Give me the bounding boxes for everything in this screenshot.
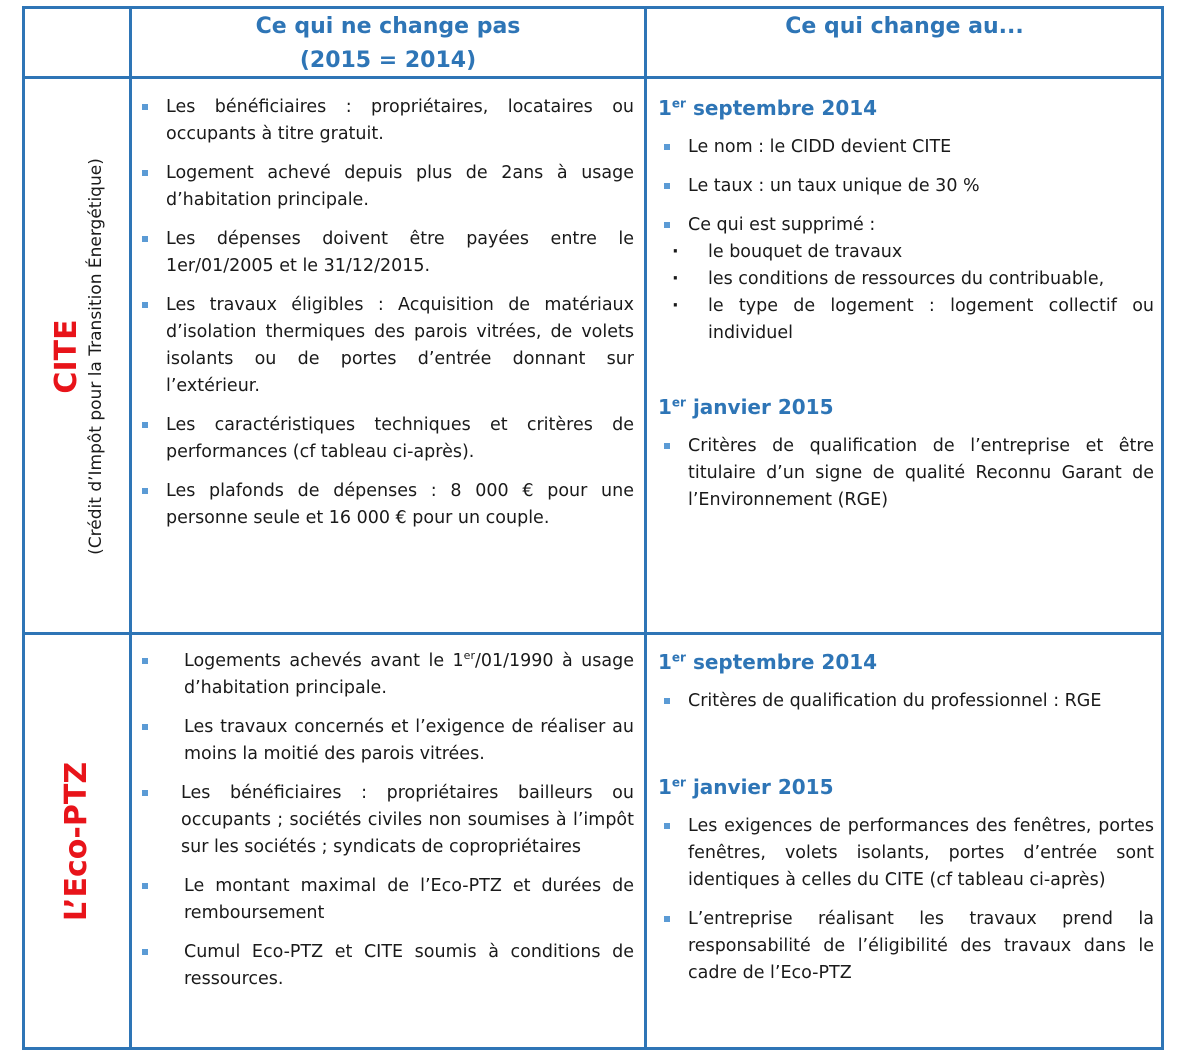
cite-title: CITE — [48, 318, 84, 394]
ecoptz-date-sept-2014: 1er septembre 2014 — [658, 650, 878, 674]
cite-date-sept-2014: 1er septembre 2014 — [658, 96, 878, 120]
row-divider — [22, 632, 1164, 635]
list-item: Cumul Eco-PTZ et CITE soumis à conditions de ressources. — [136, 939, 634, 993]
sub-list-item: · le type de logement : logement collectif ou individuel — [658, 293, 1154, 347]
list-item: Les dépenses doivent être payées entre le 1er/01/2005 et le 31/12/2015. — [136, 226, 634, 280]
list-item: Le montant maximal de l’Eco-PTZ et durées de remboursement — [136, 873, 634, 927]
list-item: Logements achevés avant le 1er/01/1990 à usage d’habitation principale. — [136, 648, 634, 702]
column-divider-1 — [129, 6, 132, 1050]
list-item: Les bénéficiaires : propriétaires, locataires ou occupants à titre gratuit. — [136, 94, 634, 148]
ecoptz-title: L’Eco-PTZ — [59, 761, 95, 921]
list-item: Les caractéristiques techniques et critères de performances (cf tableau ci-après). — [136, 412, 634, 466]
ecoptz-date-jan-2015: 1er janvier 2015 — [658, 775, 834, 799]
list-item: Les exigences de performances des fenêtres, portes fenêtres, volets isolants, portes d’entrée sont identiques à celles du CITE (cf tableau ci-après) — [658, 813, 1154, 894]
ecoptz-side-label — [25, 635, 129, 1047]
list-item: Les bénéficiaires : propriétaires bailleurs ou occupants ; sociétés civiles non soumises à l’impôt sur les sociétés ; syndicats de copropriétaires — [136, 780, 634, 861]
cite-side-label — [25, 80, 129, 632]
header-unchanged-line1: Ce qui ne change pas — [255, 14, 521, 39]
list-item: Les travaux éligibles : Acquisition de matériaux d’isolation thermiques des parois vitrées, de volets isolants ou de portes d’entrée donnant sur l’extérieur. — [136, 292, 634, 400]
sub-list-item: · les conditions de ressources du contribuable, — [658, 266, 1154, 293]
list-item: Le taux : un taux unique de 30 % — [658, 173, 1154, 200]
cite-unchanged-list — [136, 94, 634, 544]
cite-changes-list — [658, 94, 1154, 526]
ecoptz-unchanged-list — [136, 648, 634, 1005]
column-divider-2 — [644, 6, 647, 1050]
list-item: Le nom : le CIDD devient CITE — [658, 134, 1154, 161]
list-item: Critères de qualification du professionnel : RGE — [658, 688, 1154, 715]
cite-subtitle: (Crédit d’Impôt pour la Transition Énergétique) — [85, 157, 106, 555]
ecoptz-changes-list — [658, 648, 1154, 999]
cite-date-jan-2015: 1er janvier 2015 — [658, 395, 834, 419]
list-item: Ce qui est supprimé : — [658, 212, 1154, 239]
sub-list-item: · le bouquet de travaux — [658, 239, 1154, 266]
list-item: Logement achevé depuis plus de 2ans à usage d’habitation principale. — [136, 160, 634, 214]
header-unchanged-line2: (2015 = 2014) — [299, 48, 477, 73]
list-item: L’entreprise réalisant les travaux prend la responsabilité de l’éligibilité des travaux dans le cadre de l’Eco-PTZ — [658, 906, 1154, 987]
list-item: Critères de qualification de l’entreprise et être titulaire d’un signe de qualité Reconnu Garant de l’Environnement (RGE) — [658, 433, 1154, 514]
header-changes: Ce qui change au... — [785, 14, 1024, 39]
header-unchanged — [132, 10, 644, 78]
list-item: Les plafonds de dépenses : 8 000 € pour une personne seule et 16 000 € pour un couple. — [136, 478, 634, 532]
list-item: Les travaux concernés et l’exigence de réaliser au moins la moitié des parois vitrées. — [136, 714, 634, 768]
